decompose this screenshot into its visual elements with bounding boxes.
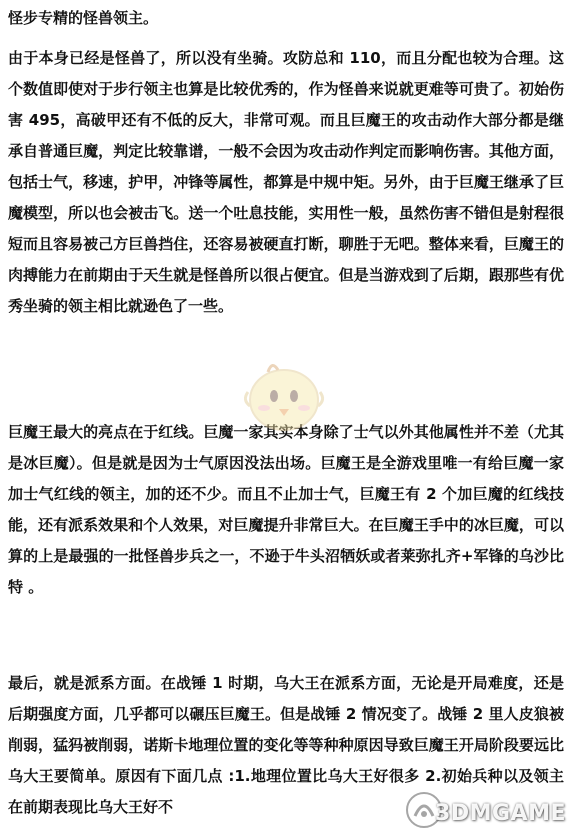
article-paragraph-2: 巨魔王最大的亮点在于红线。巨魔一家其实本身除了士气以外其他属性并不差（尤其是冰巨魔）。但是就是因为士气原因没法出场。巨魔王是全游戏里唯一有给巨魔一家加士气红线的领主，加的还不少。而且不止加士气，巨魔王有 2 个加巨魔的红线技能，还有派系效果和个人效果，对巨魔提升非常巨大。在巨魔王手中的冰巨魔，可以算的上是最强的一批怪兽步兵之一，不逊于牛头沼牺妖或者莱弥扎齐+军锋的乌沙比特 。 bbox=[8, 423, 564, 596]
watermark-text: 3DMGAME bbox=[435, 801, 566, 826]
article-paragraph-1: 由于本身已经是怪兽了，所以没有坐骑。攻防总和 110，而且分配也较为合理。这个数值即使对于步行领主也算是比较优秀的，作为怪兽来说就更难等可贵了。初始伤害 495，高破甲还有不低的反大，非常可观。而且巨魔王的攻击动作大部分都是继承自普通巨魔，判定比较靠谱，一般不会因为攻击动作判定而影响伤害。其他方面，包括士气，移速，护甲，冲锋等属性，都算是中规中矩。另外，由于巨魔王继承了巨魔模型，所以也会被击飞。送一个吐息技能，实用性一般，虽然伤害不错但是射程很短而且容易被己方巨兽挡住，还容易被硬直打断，聊胜于无吧。整体来看，巨魔王的肉搏能力在前期由于天生就是怪兽所以很占便宜。但是当游戏到了后期，跟那些有优秀坐骑的领主相比就逊色了一些。 bbox=[8, 49, 564, 315]
site-watermark bbox=[396, 788, 566, 832]
article-heading: 怪步专精的怪兽领主。 bbox=[8, 9, 159, 27]
chick-mascot-icon bbox=[238, 354, 330, 436]
article-paragraph-3: 最后，就是派系方面。在战锤 1 时期，乌大王在派系方面，无论是开局难度，还是后期强度方面，几乎都可以碾压巨魔王。但是战锤 2 情况变了。战锤 2 里人皮狼被削弱，猛犸被削弱，诺斯卡地理位置的变化等等种种原因导致巨魔王开局阶段要远比乌大王要简单。原因有下面几点 :1.地理位置比乌大王好很多 2.初始兵种以及领主在前期表现比乌大王好不 bbox=[8, 674, 564, 816]
